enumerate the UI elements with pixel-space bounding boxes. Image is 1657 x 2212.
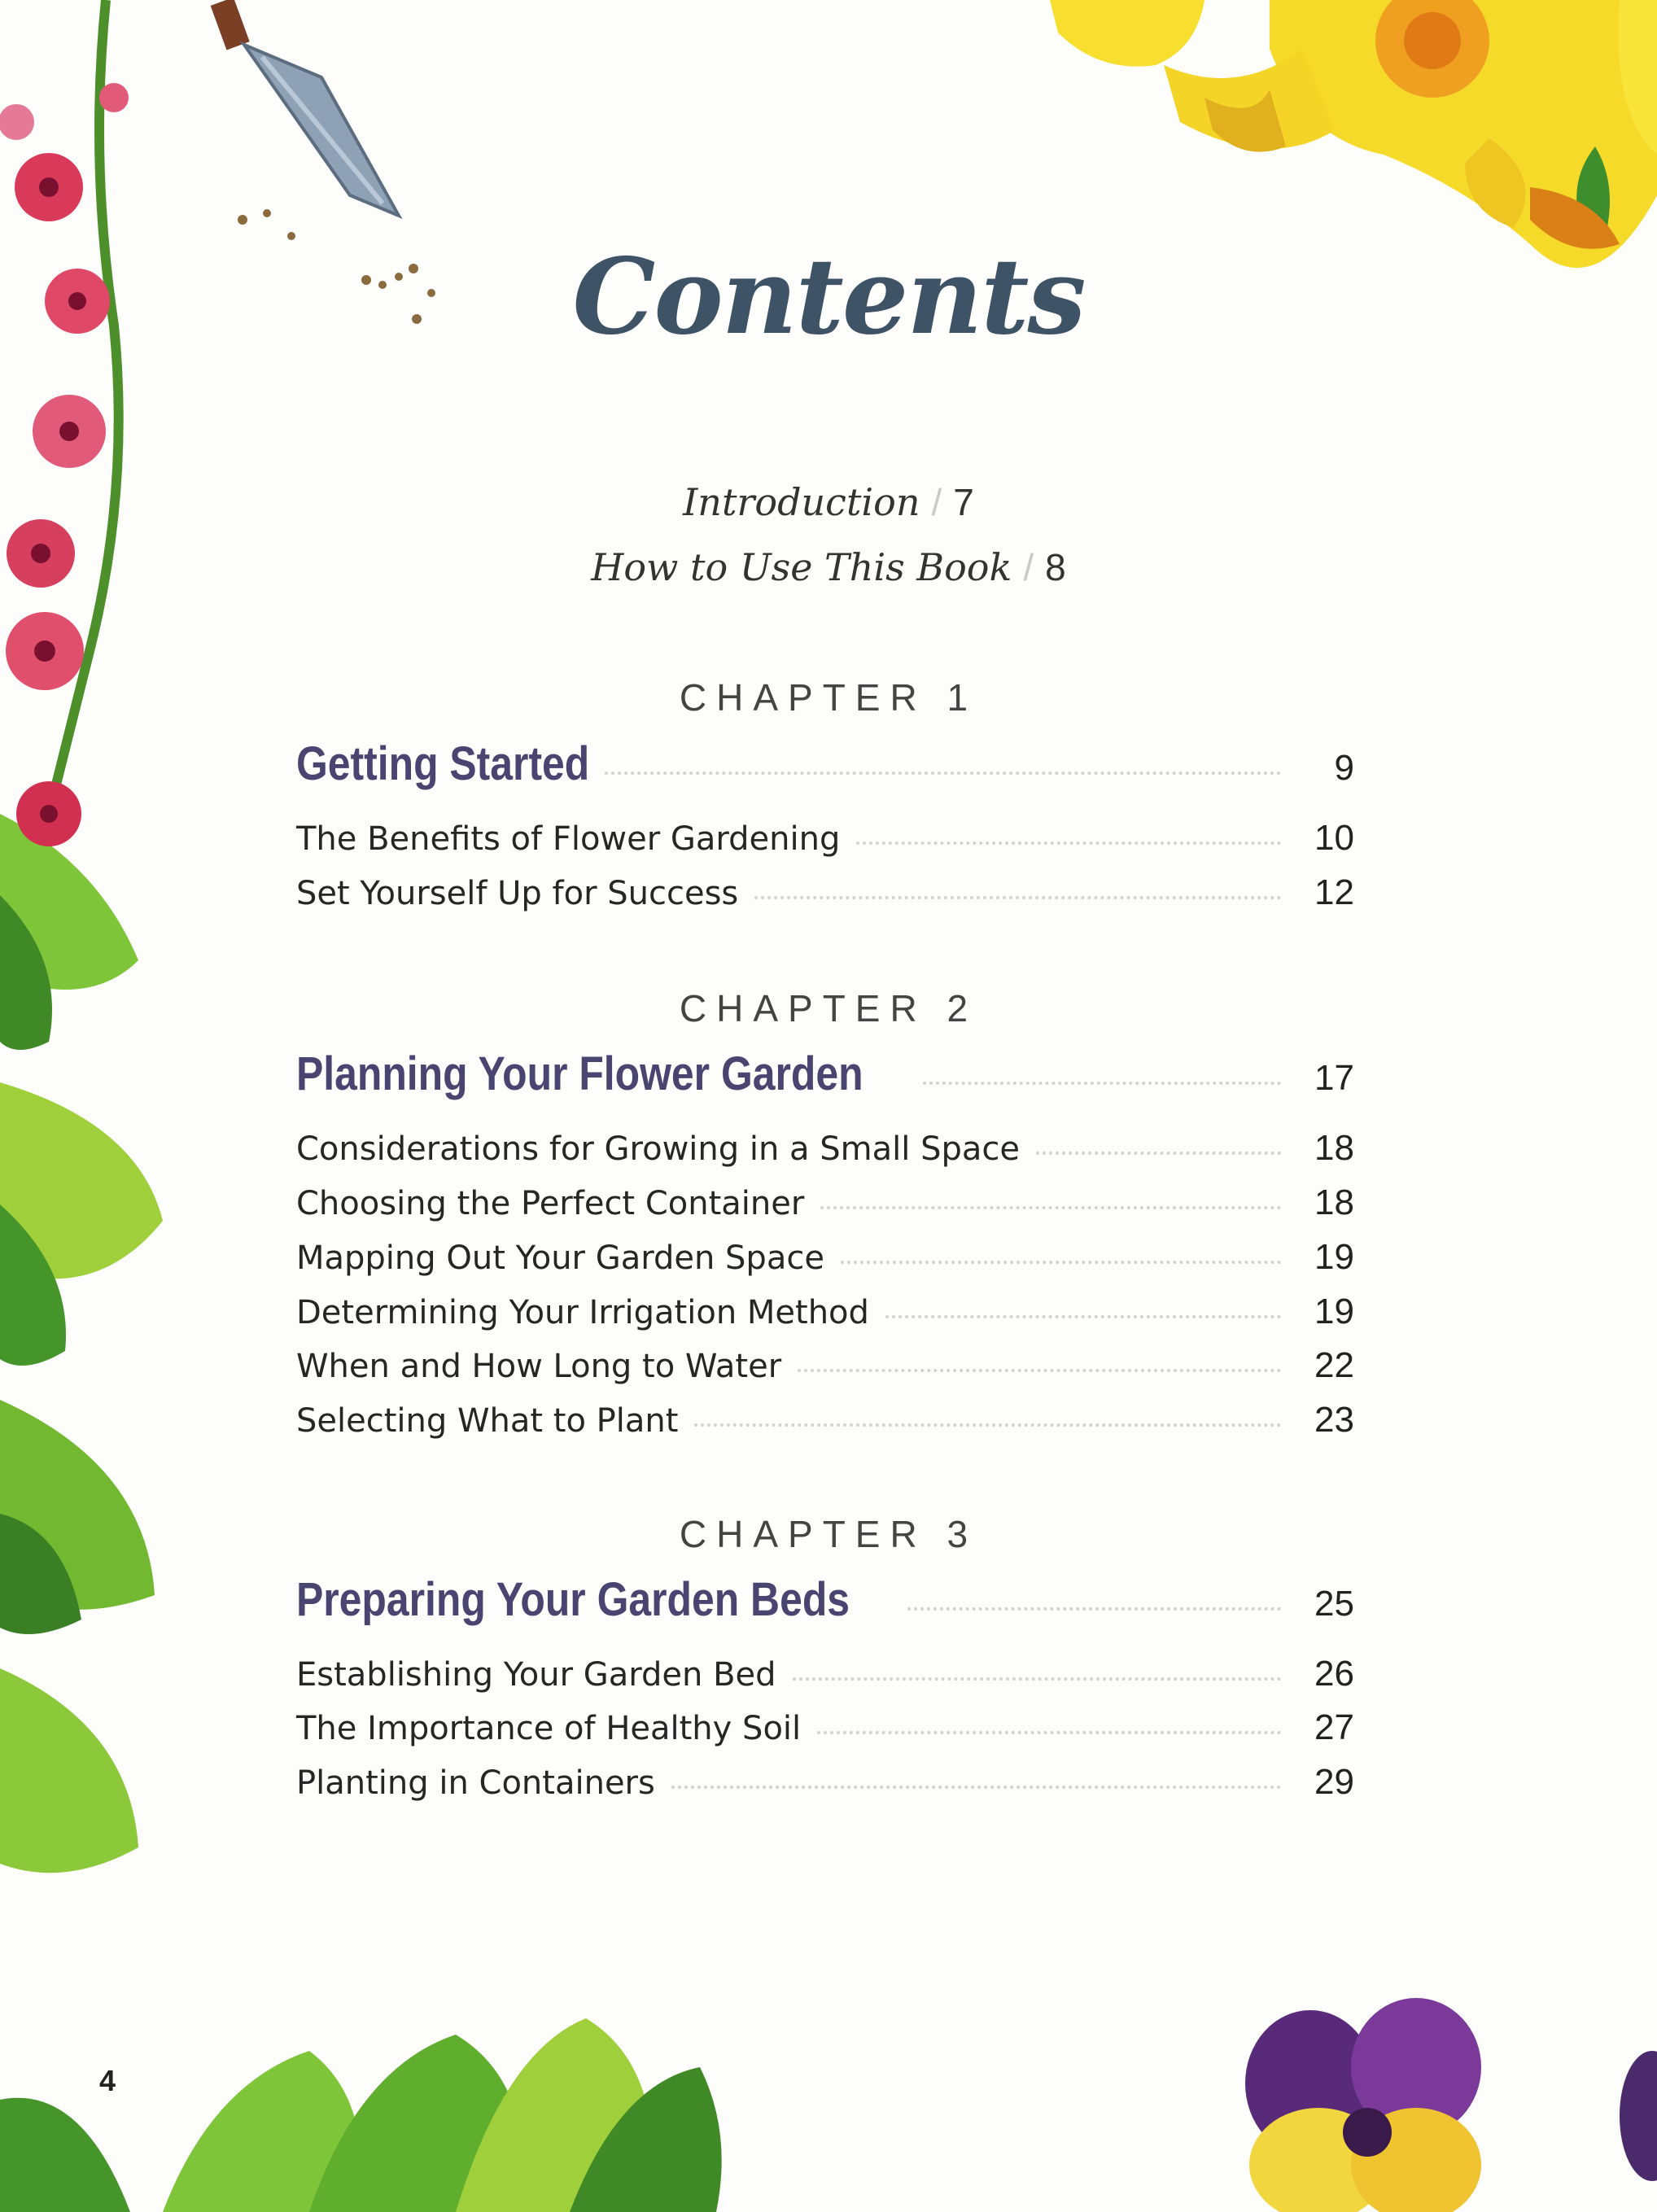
toc-chapter-heading[interactable]	[296, 737, 1354, 791]
toc-entry-how-to-use[interactable]	[0, 545, 1657, 589]
toc-entry-page: 7	[953, 481, 974, 523]
toc-entry-label: How to Use This Book	[591, 545, 1012, 589]
chapter-page: 25	[1314, 1584, 1354, 1624]
toc-entry-label: Introduction	[683, 480, 920, 524]
section-page: 18	[1314, 1183, 1354, 1222]
section-page: 27	[1314, 1707, 1354, 1747]
leader-dots	[694, 1423, 1281, 1427]
section-title: Set Yourself Up for Success	[296, 875, 739, 912]
section-title: Planting in Containers	[296, 1764, 655, 1802]
toc-section[interactable]	[296, 1400, 1354, 1440]
daffodil-illustration	[1050, 0, 1657, 268]
page-separator: /	[1023, 546, 1034, 588]
page-separator: /	[931, 481, 942, 523]
leader-dots	[798, 1369, 1281, 1372]
chapter-title: Preparing Your Garden Beds	[296, 1573, 850, 1626]
toc-entry-introduction[interactable]	[0, 480, 1657, 524]
page-number: 4	[99, 2064, 116, 2097]
leader-dots	[817, 1731, 1281, 1734]
section-page: 23	[1314, 1400, 1354, 1440]
leader-dots	[1036, 1152, 1281, 1155]
section-page: 19	[1314, 1292, 1354, 1331]
section-page: 19	[1314, 1237, 1354, 1277]
leader-dots	[793, 1677, 1281, 1681]
leader-dots	[820, 1206, 1281, 1209]
section-title: Establishing Your Garden Bed	[296, 1656, 776, 1694]
toc-section[interactable]	[296, 1762, 1354, 1803]
section-title: The Importance of Healthy Soil	[296, 1710, 802, 1747]
chapter-label: CHAPTER 3	[679, 1513, 978, 1555]
section-title: The Benefits of Flower Gardening	[296, 820, 841, 858]
leader-dots	[923, 1082, 1281, 1085]
section-title: Selecting What to Plant	[296, 1402, 679, 1440]
section-title: Choosing the Perfect Container	[296, 1185, 805, 1222]
chapter-page: 9	[1334, 748, 1354, 788]
toc-chapter-heading[interactable]	[296, 1572, 1354, 1627]
chapter-label: CHAPTER 1	[679, 676, 978, 719]
toc-section[interactable]	[296, 1707, 1354, 1748]
leader-dots	[605, 772, 1281, 775]
section-page: 10	[1314, 818, 1354, 858]
section-title: Determining Your Irrigation Method	[296, 1294, 869, 1331]
section-title: When and How Long to Water	[296, 1348, 782, 1385]
section-title: Mapping Out Your Garden Space	[296, 1239, 824, 1277]
ivy-leaves-illustration	[0, 2018, 722, 2212]
page-title: Contents	[572, 236, 1085, 358]
leader-dots	[754, 896, 1281, 899]
leader-dots	[856, 842, 1281, 845]
chapter-page: 17	[1314, 1058, 1354, 1098]
toc-entry-page: 8	[1045, 546, 1066, 588]
toc-section[interactable]	[296, 1345, 1354, 1386]
section-page: 12	[1314, 872, 1354, 912]
leader-dots	[907, 1607, 1281, 1611]
leader-dots	[671, 1786, 1281, 1789]
toc-section[interactable]	[296, 1183, 1354, 1223]
toc-section[interactable]	[296, 1237, 1354, 1278]
leader-dots	[841, 1261, 1281, 1264]
toc-section[interactable]	[296, 1128, 1354, 1169]
chapter-title: Getting Started	[296, 737, 590, 790]
toc-section[interactable]	[296, 1654, 1354, 1694]
section-page: 18	[1314, 1128, 1354, 1168]
toc-section[interactable]	[296, 818, 1354, 859]
chapter-label: CHAPTER 2	[679, 987, 978, 1029]
toc-chapter-heading[interactable]	[296, 1047, 1354, 1101]
section-title: Considerations for Growing in a Small Space	[296, 1130, 1020, 1168]
toc-section[interactable]	[296, 1292, 1354, 1332]
section-page: 22	[1314, 1345, 1354, 1385]
chapter-title: Planning Your Flower Garden	[296, 1047, 863, 1100]
section-page: 26	[1314, 1654, 1354, 1694]
toc-section[interactable]	[296, 872, 1354, 913]
section-page: 29	[1314, 1762, 1354, 1802]
leader-dots	[885, 1315, 1281, 1318]
pansy-illustration	[1245, 1998, 1657, 2212]
